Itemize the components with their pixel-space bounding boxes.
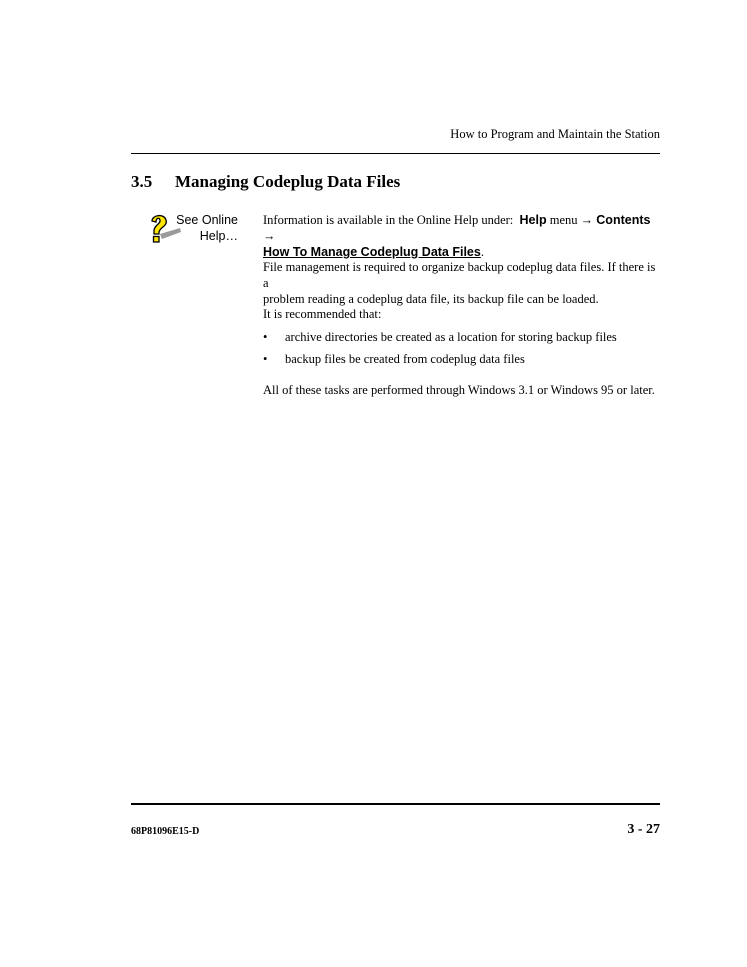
bullet-icon: • bbox=[263, 352, 268, 366]
bullet-icon: • bbox=[263, 330, 268, 344]
arrow-icon: → bbox=[580, 213, 594, 227]
online-help-line2 bbox=[263, 244, 661, 260]
bullet-text: backup files be created from codeplug data files bbox=[285, 352, 525, 366]
recommendation-intro: It is recommended that: bbox=[263, 307, 382, 321]
paragraph-line: File management is required to organize backup codeplug data files. If there is a bbox=[263, 260, 656, 290]
online-help-note-line2: Help… bbox=[199, 229, 238, 243]
header-rule bbox=[131, 153, 660, 154]
contents-label: Contents bbox=[596, 213, 651, 227]
paragraph-line: problem reading a codeplug data file, its backup file can be loaded. bbox=[263, 292, 599, 306]
help-menu-label: Help bbox=[519, 213, 547, 227]
intro-text: Information is available in the Online Help under: bbox=[263, 213, 514, 227]
bullet-text: archive directories be created as a location for storing backup files bbox=[285, 330, 617, 344]
section-number: 3.5 bbox=[131, 172, 153, 191]
page-number: 3 - 27 bbox=[627, 822, 660, 837]
online-help-note bbox=[170, 212, 238, 244]
file-management-paragraph bbox=[263, 259, 661, 307]
document-number: 68P81096E15-D bbox=[131, 826, 200, 837]
running-header: How to Program and Maintain the Station bbox=[450, 127, 660, 141]
footer-rule bbox=[131, 803, 660, 805]
online-help-note-line1: See Online bbox=[176, 213, 238, 227]
closing-paragraph: All of these tasks are performed through Windows 3.1 or Windows 95 or later. bbox=[263, 383, 655, 397]
period: . bbox=[480, 245, 484, 259]
online-help-paragraph bbox=[263, 212, 661, 260]
help-topic-link[interactable]: How To Manage Codeplug Data Files bbox=[263, 245, 481, 259]
menu-word: menu bbox=[549, 213, 578, 227]
section-title: Managing Codeplug Data Files bbox=[175, 172, 401, 191]
online-help-line1 bbox=[263, 212, 661, 244]
arrow-icon: → bbox=[263, 229, 276, 243]
